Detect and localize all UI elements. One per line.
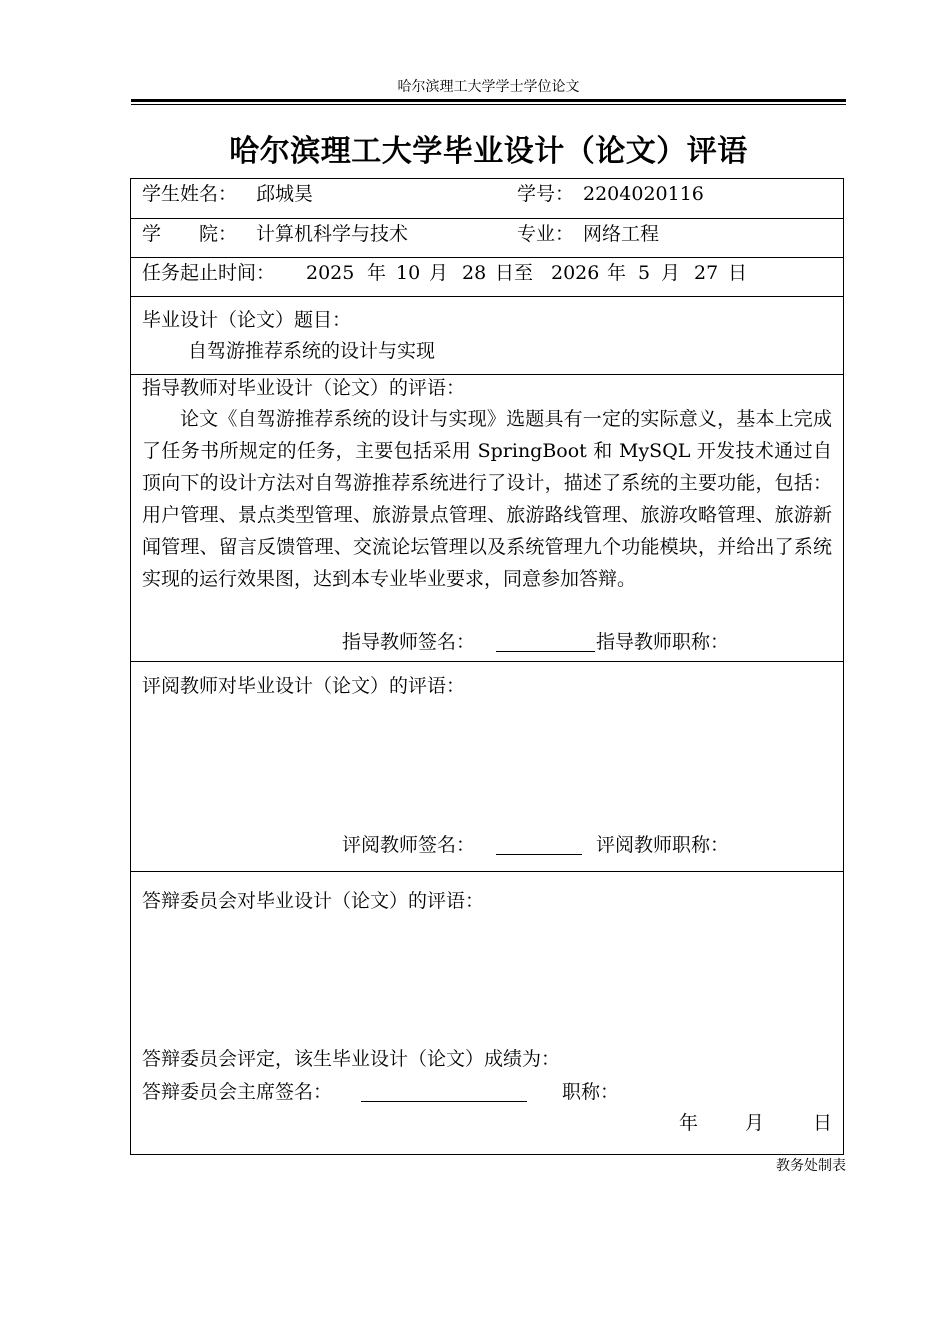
date-year-label: 年 <box>679 1112 699 1134</box>
defense-title-label: 职称： <box>562 1081 620 1103</box>
date-day-label: 日 <box>813 1112 833 1134</box>
running-header: 哈尔滨理工大学学士学位论文 <box>397 79 580 95</box>
student-info-row <box>131 179 843 219</box>
defense-chair-signature-label: 答辩委员会主席签名： <box>142 1081 333 1103</box>
start-month-unit: 月 <box>429 262 449 284</box>
reviewer-comment-section <box>131 662 843 872</box>
evaluation-form <box>130 178 844 1155</box>
student-name: 邱城昊 <box>256 183 314 205</box>
student-id-label: 学号： <box>517 183 575 205</box>
school-label: 学 院： <box>142 223 238 245</box>
end-day-unit: 日 <box>728 262 748 284</box>
advisor-signature-label: 指导教师签名： <box>342 631 476 653</box>
topic-row <box>131 297 843 375</box>
end-month: 5 <box>638 262 651 284</box>
reviewer-comment-label: 评阅教师对毕业设计（论文）的评语： <box>142 675 466 697</box>
advisor-comment-label: 指导教师对毕业设计（论文）的评语： <box>142 377 466 399</box>
advisor-comment-text: 论文《自驾游推荐系统的设计与实现》选题具有一定的实际意义，基本上完成了任务书所规定的任务，主要包括采用 SpringBoot 和 MySQL 开发技术通过自顶向下的设计方法对自驾游推荐系统进行了设计，描述了系统的主要功能，包括：用户管理、景点类型管理、旅游景点管理、旅游路线管理、旅游攻略管理、旅游新闻管理、留言反馈管理、交流论坛管理以及系统管理九个功能模块，并给出了系统实现的运行效果图，达到本专业毕业要求，同意参加答辩。 <box>142 408 832 590</box>
header-rule-thin <box>131 104 846 105</box>
advisor-signature-blank <box>496 631 595 652</box>
student-id: 2204020116 <box>583 183 704 205</box>
reviewer-signature-label: 评阅教师签名： <box>342 834 476 856</box>
end-year-unit: 年 <box>607 262 627 284</box>
reviewer-signature-blank <box>496 834 582 855</box>
defense-comment-label: 答辩委员会对毕业设计（论文）的评语： <box>142 890 485 912</box>
task-period-row <box>131 258 843 297</box>
end-day: 27 <box>694 262 719 284</box>
defense-grade-label: 答辩委员会评定，该生毕业设计（论文）成绩为： <box>142 1048 561 1070</box>
major-value: 网络工程 <box>583 223 660 245</box>
student-name-label: 学生姓名： <box>142 183 238 205</box>
start-year-unit: 年 <box>367 262 387 284</box>
header-rule-thick <box>131 99 846 102</box>
end-year: 2026 <box>551 262 600 284</box>
issuer-note: 教务处制表 <box>776 1158 846 1174</box>
reviewer-title-label: 评阅教师职称： <box>596 834 730 856</box>
start-month: 10 <box>396 262 421 284</box>
end-month-unit: 月 <box>661 262 681 284</box>
topic-label: 毕业设计（论文）题目： <box>142 309 352 331</box>
advisor-title-label: 指导教师职称： <box>596 631 730 653</box>
school-value: 计算机科学与技术 <box>256 223 409 245</box>
school-row <box>131 219 843 258</box>
period-label: 任务起止时间： <box>142 262 276 284</box>
start-year: 2025 <box>306 262 355 284</box>
defense-chair-signature-blank <box>361 1081 527 1102</box>
day-to: 日至 <box>495 262 534 284</box>
topic-value: 自驾游推荐系统的设计与实现 <box>188 340 436 362</box>
major-label: 专业： <box>517 223 575 245</box>
date-month-label: 月 <box>745 1112 765 1134</box>
defense-committee-section <box>131 872 843 1154</box>
start-day: 28 <box>462 262 487 284</box>
advisor-comment-section <box>131 375 843 662</box>
page-title: 哈尔滨理工大学毕业设计（论文）评语 <box>229 134 748 169</box>
